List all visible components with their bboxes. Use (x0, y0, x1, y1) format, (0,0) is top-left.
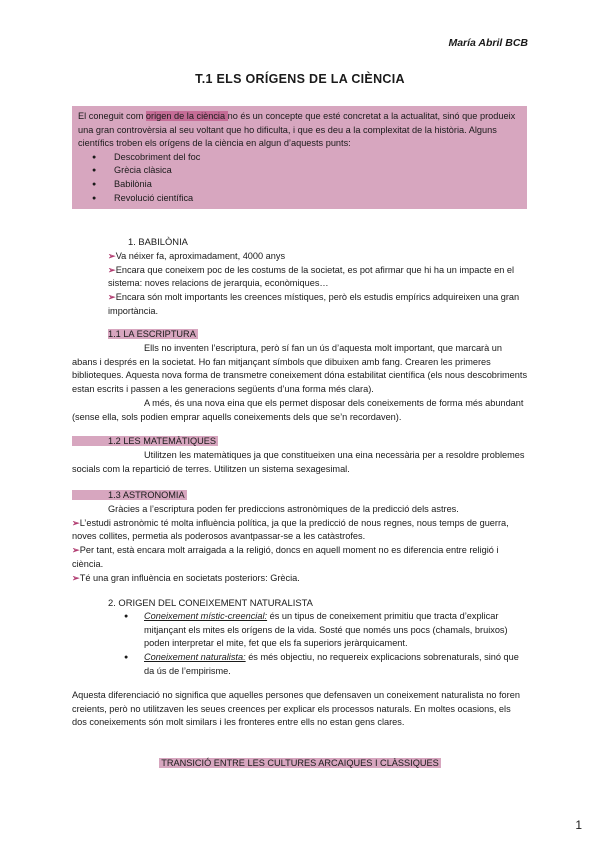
bullet-text: Té una gran influència en societats posteriors: Grècia. (79, 572, 300, 583)
matematiques-text (72, 449, 528, 476)
paragraph (72, 397, 528, 424)
list-item (108, 250, 528, 264)
naturalista-list (108, 610, 528, 679)
intro-text (78, 110, 522, 205)
section-heading-babilonia: 1. BABILÒNIA (128, 236, 188, 247)
intro-list (78, 151, 522, 205)
arrow-icon: ➢ (108, 251, 116, 261)
list-item (72, 572, 528, 586)
arrow-icon: ➢ (108, 292, 116, 303)
paragraph-text: Ells no inventen l’escriptura, però sí fan un ús d’aquesta molt important, que marcarà un abans i després en la societat. Ho fan mitjançant símbols que dibuixen amb fang. Crearen les primeres biblioteques. Aquesta nova forma de transmetre coneixement dóna estabilitat científica (els nous descobriments estan escrits i passen a les generacions següents d’una forma més clara). (72, 343, 528, 395)
transition-heading (0, 757, 600, 771)
section-heading-naturalista: 2. ORIGEN DEL CONEIXEMENT NATURALISTA (108, 597, 313, 608)
list-item (108, 291, 528, 318)
arrow-icon: ➢ (72, 545, 80, 556)
paragraph (72, 503, 528, 517)
closing-paragraph: Aquesta diferenciació no significa que aquelles persones que defensaven un coneixement naturalista no foren creients, però no utilitzaven les seues creences per explicar els processos naturals. En moltes ocasions, els dos coneixements són molt similars i les fronteres entre ells no estan gens clares. (72, 690, 520, 728)
bullet-text: Encara són molt importants les creences místiques, però els estudis empírics adquireixen una gran importància. (108, 292, 520, 316)
term: Coneixement naturalista: (144, 652, 246, 663)
heading-text: 1.1 LA ESCRIPTURA (108, 329, 196, 339)
list-item: ● Revolució científica (78, 192, 522, 206)
intro-highlight: origen de la ciència (145, 111, 228, 121)
heading-text: 1.3 ASTRONOMIA (72, 490, 187, 500)
list-item: ● Grècia clàsica (78, 164, 522, 178)
term-definition: és més objectiu, no requereix explicacions sobrenaturals, sinó que da ús de l’empirisme. (144, 652, 519, 676)
intro-post: no és un concepte que esté concretat a la actualitat, sinó que produeix una gran controvèrsia al seu voltant que ho dificulta, i que es deu a la complexitat de la història. Alguns científics troben els orígens de la ciència en algun d’aquests punts: (78, 111, 516, 149)
document-title: T.1 ELS ORÍGENS DE LA CIÈNCIA (195, 72, 405, 86)
section-heading-astronomia (72, 489, 232, 503)
paragraph-text: Gràcies a l’escriptura poden fer prediccions astronòmiques de la predicció dels astres. (108, 504, 459, 514)
arrow-icon: ➢ (108, 264, 116, 275)
list-item (108, 610, 528, 651)
bullet-text: Per tant, està encara molt arraigada a la religió, doncs en aquell moment no es diferencia entre religió i ciència. (72, 545, 499, 569)
list-item: ● Babilònia (78, 178, 522, 192)
list-item (108, 651, 528, 678)
bullet-text: Encara que coneixem poc de les costums de la societat, es pot afirmar que hi ha un impacte en el sistema: noves relacions de jerarquia, econòmiques… (108, 264, 515, 289)
paragraph (72, 342, 528, 397)
list-item (72, 517, 528, 544)
list-item (108, 264, 528, 291)
page-number: 1 (575, 818, 582, 832)
heading-text: TRANSICIÓ ENTRE LES CULTURES ARCAIQUES I CLÀSSIQUES (161, 758, 439, 768)
escriptura-text (72, 342, 528, 424)
arrow-icon: ➢ (72, 572, 80, 583)
author-name: María Abril BCB (448, 37, 528, 49)
arrow-icon: ➢ (72, 517, 80, 528)
list-item (72, 544, 528, 571)
section1-bullets (108, 250, 528, 319)
section-heading-matematiques (72, 435, 232, 449)
paragraph-text: A més, és una nova eina que els permet disposar dels coneixements de forma més abundant (sense ella, sols podien emprar aquells coneixements dels que se’n recordaven). (72, 397, 524, 422)
paragraph-text: Utilitzen les matemàtiques ja que constitueixen una eina necessària per a resoldre problemes socials com la repartició de terres. Utilitzen un sistema sexagesimal. (72, 450, 525, 474)
heading-text: 1.2 LES MATEMÀTIQUES (72, 436, 218, 446)
section-heading-escriptura (108, 328, 198, 342)
term: Coneixement místic-creencial: (144, 611, 268, 621)
astronomia-text (72, 503, 528, 585)
list-item: ● Descobriment del foc (78, 151, 522, 165)
paragraph (72, 449, 528, 476)
bullet-text: Va néixer fa, aproximadament, 4000 anys (115, 251, 286, 261)
term-definition: és un tipus de coneixement primitiu que tracta d’explicar mitjançant els mites els orígens de la vida. Sosté que només uns pocs (chamals, bruixos) poden interpretar el mite, fet que els fa superiors jeràrquicament. (144, 611, 508, 649)
bullet-text: L’estudi astronòmic té molta influència política, ja que la predicció de nous regnes, nous temps de guerra, noves collites, permetia als poderosos avantpassar-se a les catàstrofes. (72, 517, 509, 542)
knowledge-list (108, 610, 528, 679)
intro-pre: El coneguit com (78, 111, 146, 121)
